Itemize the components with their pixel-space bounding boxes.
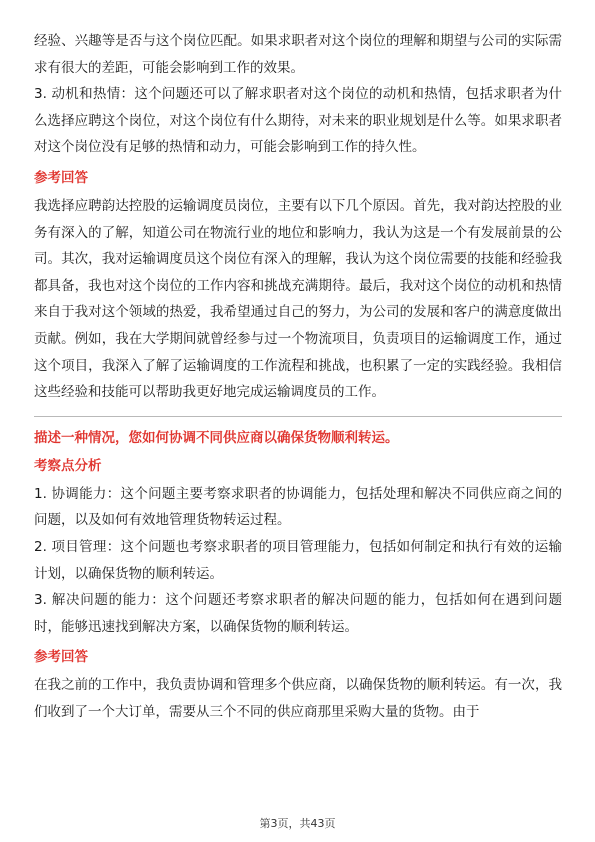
reference-answer-heading-2: 参考回答 — [34, 649, 88, 666]
reference-answer-text: 我选择应聘韵达控股的运输调度员岗位，主要有以下几个原因。首先，我对韵达控股的业务有深入的了解，知道公司在物流行业的地位和影响力，我认为这是一个有发展前景的公司。其次，我对运输调度员这个岗位有深入的理解，我认为这个岗位需要的技能和经验我都具备，我也对这个岗位的工作内容和挑战充满期待。最后，我对这个岗位的动机和热情来自于我对这个领域的热爱，我希望通过自己的努力，为公司的发展和客户的满意度做出贡献。例如，我在大学期间就曾经参与过一个物流项目，负责项目的运输调度工作，通过这个项目，我深入了解了运输调度的工作流程和挑战，也积累了一定的实践经验。我相信这些经验和技能可以帮助我更好地完成运输调度员的工作。 — [34, 197, 562, 401]
analysis-point-3b: 3. 解决问题的能力：这个问题还考察求职者的解决问题的能力，包括如何在遇到问题时，能够迅速找到解决方案，以确保货物的顺利转运。 — [34, 592, 562, 635]
continued-paragraph: 经验、兴趣等是否与这个岗位匹配。如果求职者对这个岗位的理解和期望与公司的实际需求有很大的差距，可能会影响到工作的效果。 — [34, 33, 562, 76]
analysis-point-3: 3. 动机和热情：这个问题还可以了解求职者对这个岗位的动机和热情，包括求职者为什么选择应聘这个岗位，对这个岗位有什么期待，对未来的职业规划是什么等。如果求职者对这个岗位没有足够的热情和动力，可能会影响到工作的持久性。 — [34, 86, 562, 156]
reference-answer-text-2: 在我之前的工作中，我负责协调和管理多个供应商，以确保货物的顺利转运。有一次，我们收到了一个大订单，需要从三个不同的供应商那里采购大量的货物。由于 — [34, 677, 562, 720]
analysis-heading: 考察点分析 — [34, 457, 102, 474]
section-divider — [34, 416, 562, 417]
analysis-point-2: 2. 项目管理：这个问题也考察求职者的项目管理能力，包括如何制定和执行有效的运输计划，以确保货物的顺利转运。 — [34, 538, 562, 582]
document-page — [34, 28, 562, 725]
page-number: 第3页，共43页 — [259, 817, 336, 830]
analysis-point-1: 1. 协调能力：这个问题主要考察求职者的协调能力，包括处理和解决不同供应商之间的问题，以及如何有效地管理货物转运过程。 — [34, 485, 562, 529]
question-title: 描述一种情况，您如何协调不同供应商以确保货物顺利转运。 — [34, 429, 399, 446]
reference-answer-heading: 参考回答 — [34, 169, 88, 186]
